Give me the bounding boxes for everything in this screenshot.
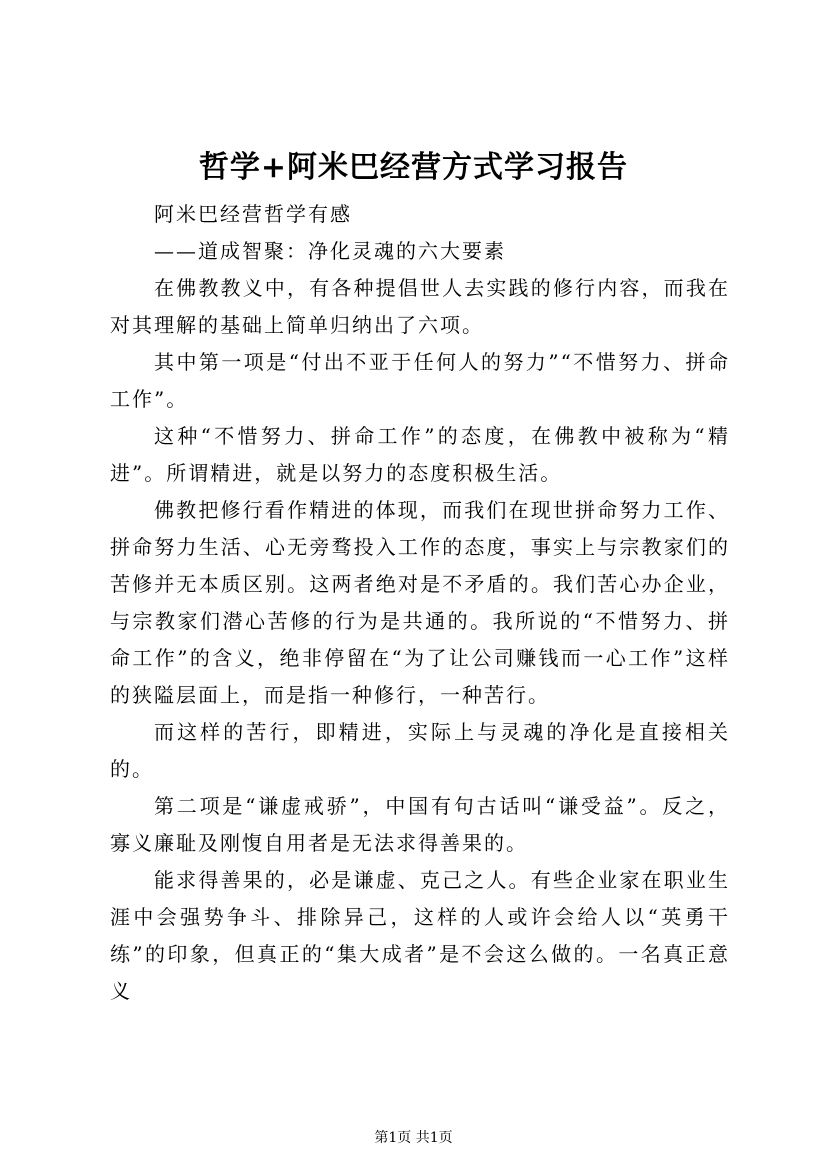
- paragraph: 阿米巴经营哲学有感: [154, 202, 352, 226]
- paragraph: ——道成智聚：净化灵魂的六大要素: [154, 239, 506, 263]
- paragraph: 这种“不惜努力、拼命工作”的态度，在佛教中被称为“精进”。所谓精进，就是以努力的态度积极生活。: [110, 424, 730, 485]
- paragraph: 在佛教教义中，有各种提倡世人去实践的修行内容，而我在对其理解的基础上简单归纳出了六项。: [110, 276, 730, 337]
- paragraph: 其中第一项是“付出不亚于任何人的努力”“不惜努力、拼命工作”。: [110, 350, 730, 411]
- paragraph: 能求得善果的，必是谦虚、克己之人。有些企业家在职业生涯中会强势争斗、排除异己，这样的人或许会给人以“英勇干练”的印象，但真正的“集大成者”是不会这么做的。一名真正意义: [110, 868, 730, 1003]
- document-body: [110, 196, 730, 1010]
- paragraph: 而这样的苦行，即精进，实际上与灵魂的净化是直接相关的。: [110, 720, 730, 781]
- page-footer: 第1页 共1页: [374, 1130, 453, 1146]
- document-title: 哲学+阿米巴经营方式学习报告: [198, 150, 629, 185]
- paragraph: 佛教把修行看作精进的体现，而我们在现世拼命努力工作、拼命努力生活、心无旁骛投入工作的态度，事实上与宗教家们的苦修并无本质区别。这两者绝对是不矛盾的。我们苦心办企业，与宗教家们潜心苦修的行为是共通的。我所说的“不惜努力、拼命工作”的含义，绝非停留在“为了让公司赚钱而一心工作”这样的狭隘层面上，而是指一种修行，一种苦行。: [110, 498, 730, 707]
- paragraph: 第二项是“谦虚戒骄”，中国有句古话叫“谦受益”。反之，寡义廉耻及刚愎自用者是无法求得善果的。: [110, 794, 730, 855]
